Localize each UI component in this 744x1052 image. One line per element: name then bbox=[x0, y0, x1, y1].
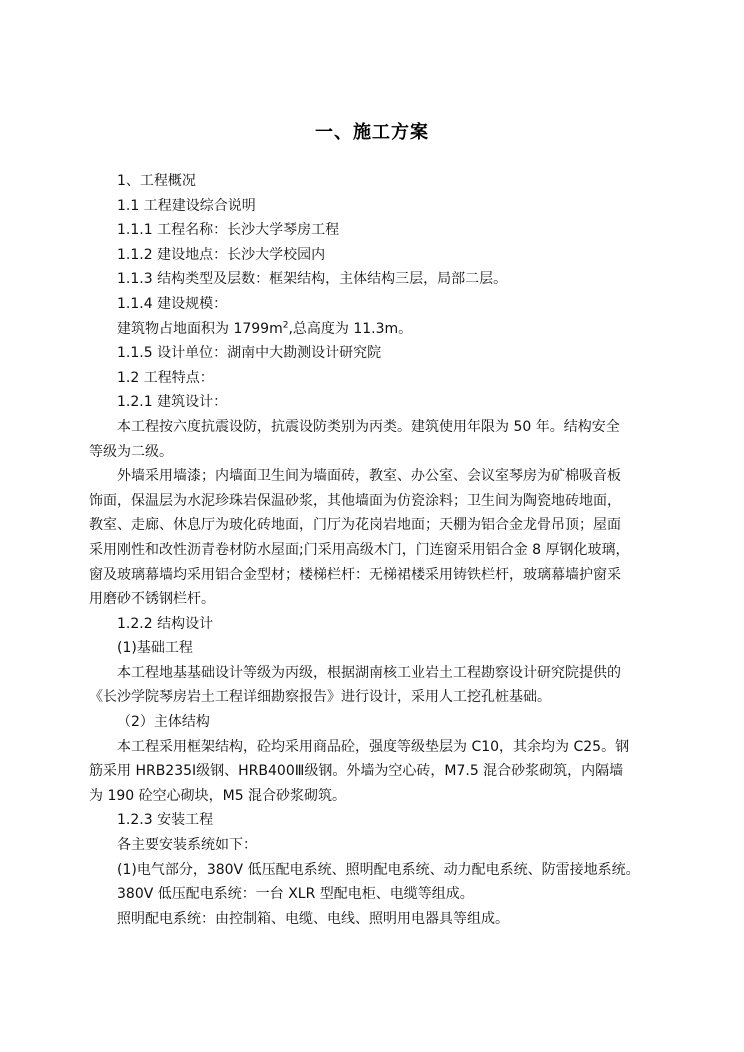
paragraph-line: 筋采用 HRB235Ⅰ级钢、HRB400Ⅲ级钢。外墙为空心砖，M7.5 混合砂浆砌筑，内隔墙 bbox=[89, 763, 624, 780]
paragraph-line: 外墙采用墙漆；内墙面卫生间为墙面砖，教室、办公室、会议室琴房为矿棉吸音板 bbox=[117, 468, 621, 485]
paragraph-line: 《长沙学院琴房岩土工程详细勘察报告》进行设计，采用人工挖孔桩基础。 bbox=[89, 689, 551, 706]
architecture-heading: 1.2.1 建筑设计： bbox=[117, 394, 228, 411]
structure-design-heading: 1.2.2 结构设计 bbox=[117, 615, 214, 632]
area-superscript: 2 bbox=[282, 319, 289, 330]
structure-type: 1.1.3 结构类型及层数：框架结构，主体结构三层，局部二层。 bbox=[117, 271, 508, 288]
building-area-text: 建筑物占地面积为 1799m bbox=[117, 320, 283, 337]
main-structure-heading: （2）主体结构 bbox=[117, 714, 210, 731]
paragraph-line: 教室、走廊、休息厅为玻化砖地面，门厅为花岗岩地面；天棚为铝合金龙骨吊顶；屋面 bbox=[89, 517, 621, 534]
building-height-text: ,总高度为 11.3m。 bbox=[288, 320, 413, 337]
paragraph-line: 照明配电系统：由控制箱、电缆、电线、照明用电器具等组成。 bbox=[117, 910, 509, 927]
features-heading: 1.2 工程特点： bbox=[117, 369, 214, 386]
design-unit: 1.1.5 设计单位：湖南中大勘测设计研究院 bbox=[117, 345, 382, 362]
paragraph-line: 等级为二级。 bbox=[89, 443, 173, 460]
paragraph-line: 用磨砂不锈钢栏杆。 bbox=[89, 591, 215, 608]
paragraph-line: 本工程按六度抗震设防，抗震设防类别为丙类。建筑使用年限为 50 年。结构安全 bbox=[117, 418, 620, 435]
paragraph-line: 为 190 砼空心砌块，M5 混合砂浆砌筑。 bbox=[89, 787, 347, 804]
paragraph-line: (1)电气部分，380V 低压配电系统、照明配电系统、动力配电系统、防雷接地系统。 bbox=[117, 861, 640, 878]
project-name: 1.1.1 工程名称：长沙大学琴房工程 bbox=[117, 222, 340, 239]
document-body bbox=[89, 169, 662, 931]
paragraph-line: 各主要安装系统如下： bbox=[117, 837, 257, 854]
project-location: 1.1.2 建设地点：长沙大学校园内 bbox=[117, 246, 326, 263]
paragraph-line: 380V 低压配电系统：一台 XLR 型配电柜、电缆等组成。 bbox=[117, 886, 474, 903]
paragraph-line: 采用刚性和改性沥青卷材防水屋面;门采用高级木门，门连窗采用铝合金 8 厚钢化玻璃， bbox=[89, 541, 630, 558]
paragraph-line: 本工程地基基础设计等级为丙级，根据湖南核工业岩土工程勘察设计研究院提供的 bbox=[117, 664, 621, 681]
foundation-heading: (1)基础工程 bbox=[117, 640, 193, 657]
paragraph-line: 本工程采用框架结构，砼均采用商品砼，强度等级垫层为 C10，其余均为 C25。钢 bbox=[117, 738, 630, 755]
building-area bbox=[117, 317, 662, 342]
paragraph-line: 饰面，保温层为水泥珍珠岩保温砂浆，其他墙面为仿瓷涂料；卫生间为陶瓷地砖地面， bbox=[89, 492, 621, 509]
scale-heading: 1.1.4 建设规模： bbox=[117, 295, 228, 312]
section-heading: 1、工程概况 bbox=[117, 173, 196, 189]
subsection-heading: 1.1 工程建设综合说明 bbox=[117, 197, 256, 214]
page-title: 一、施工方案 bbox=[315, 122, 429, 143]
paragraph-line: 窗及玻璃幕墙均采用铝合金型材；楼梯栏杆：无梯裙楼采用铸铁栏杆，玻璃幕墙护窗采 bbox=[89, 566, 621, 583]
installation-heading: 1.2.3 安装工程 bbox=[117, 812, 214, 829]
